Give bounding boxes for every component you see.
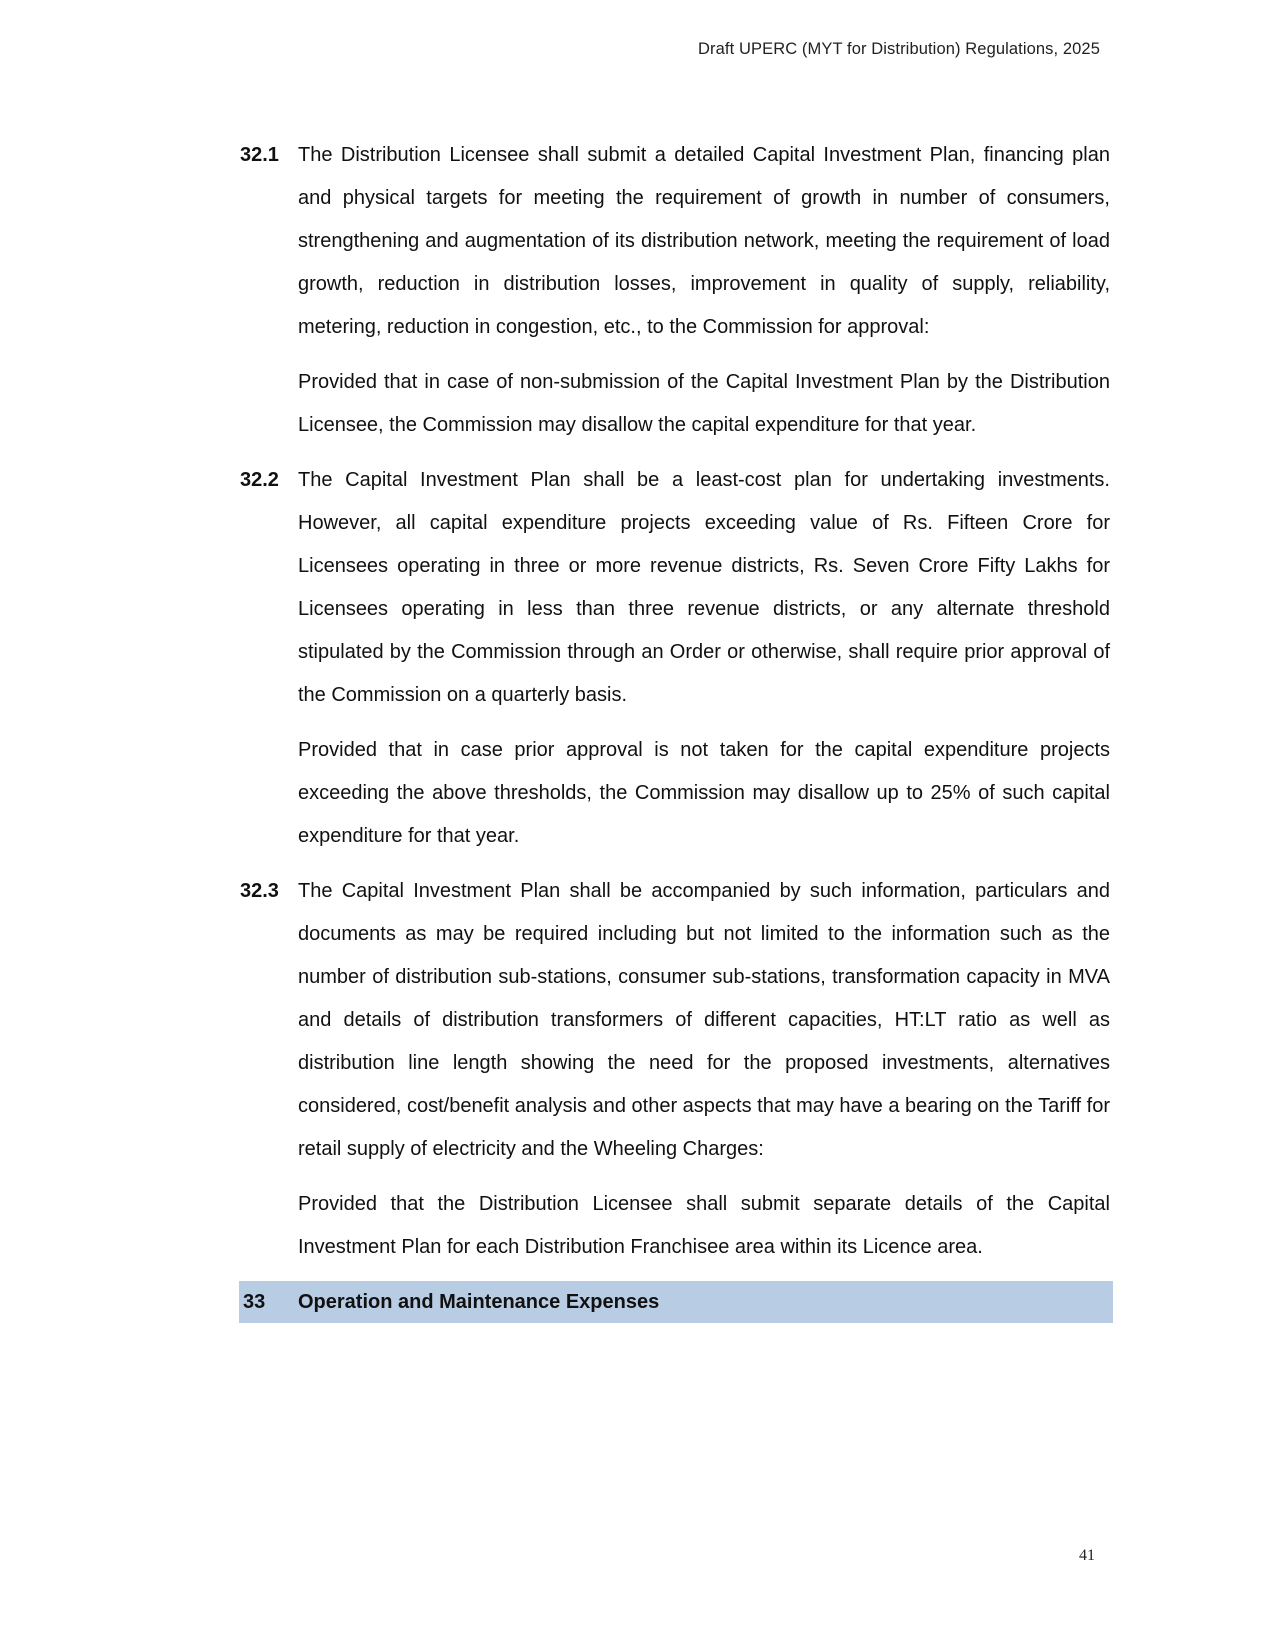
- page-number: 41: [1079, 1547, 1095, 1564]
- proviso-paragraph: Provided that in case prior approval is not taken for the capital expenditure projects exceeding the above thresholds, the Commission may disallow up to 25% of such capital expenditure for that year.: [298, 739, 1110, 847]
- clause-body: [298, 870, 1110, 1269]
- section-number: 33: [243, 1290, 266, 1313]
- proviso-paragraph: Provided that in case of non-submission of the Capital Investment Plan by the Distribution Licensee, the Commission may disallow the capital expenditure for that year.: [298, 371, 1110, 436]
- proviso-paragraph: Provided that the Distribution Licensee shall submit separate details of the Capital Investment Plan for each Distribution Franchisee area within its Licence area.: [298, 1193, 1110, 1258]
- clause-32-1: [240, 134, 1110, 447]
- clause-number: 32.2: [240, 469, 279, 491]
- clause-number: 32.1: [240, 144, 279, 166]
- section-title: Operation and Maintenance Expenses: [298, 1290, 660, 1313]
- clause-body: [298, 134, 1110, 447]
- clause-paragraph: The Distribution Licensee shall submit a detailed Capital Investment Plan, financing plan and physical targets for meeting the requirement of growth in number of consumers, strengthening and augmentation of its distribution network, meeting the requirement of load growth, reduction in distribution losses, improvement in quality of supply, reliability, metering, reduction in congestion, etc., to the Commission for approval:: [298, 144, 1110, 338]
- running-header: Draft UPERC (MYT for Distribution) Regulations, 2025: [698, 40, 1100, 58]
- document-body: [240, 134, 1110, 1323]
- clause-32-3: [240, 870, 1110, 1269]
- section-heading-33: [239, 1281, 1113, 1323]
- clause-paragraph: The Capital Investment Plan shall be accompanied by such information, particulars and documents as may be required including but not limited to the information such as the number of distribution sub-stations, consumer sub-stations, transformation capacity in MVA and details of distribution transformers of different capacities, HT:LT ratio as well as distribution line length showing the need for the proposed investments, alternatives considered, cost/benefit analysis and other aspects that may have a bearing on the Tariff for retail supply of electricity and the Wheeling Charges:: [298, 880, 1110, 1160]
- clause-32-2: [240, 459, 1110, 858]
- clause-number: 32.3: [240, 880, 279, 902]
- clause-paragraph: The Capital Investment Plan shall be a least-cost plan for undertaking investments. However, all capital expenditure projects exceeding value of Rs. Fifteen Crore for Licensees operating in three or more revenue districts, Rs. Seven Crore Fifty Lakhs for Licensees operating in less than three revenue districts, or any alternate threshold stipulated by the Commission through an Order or otherwise, shall require prior approval of the Commission on a quarterly basis.: [298, 469, 1110, 706]
- clause-body: [298, 459, 1110, 858]
